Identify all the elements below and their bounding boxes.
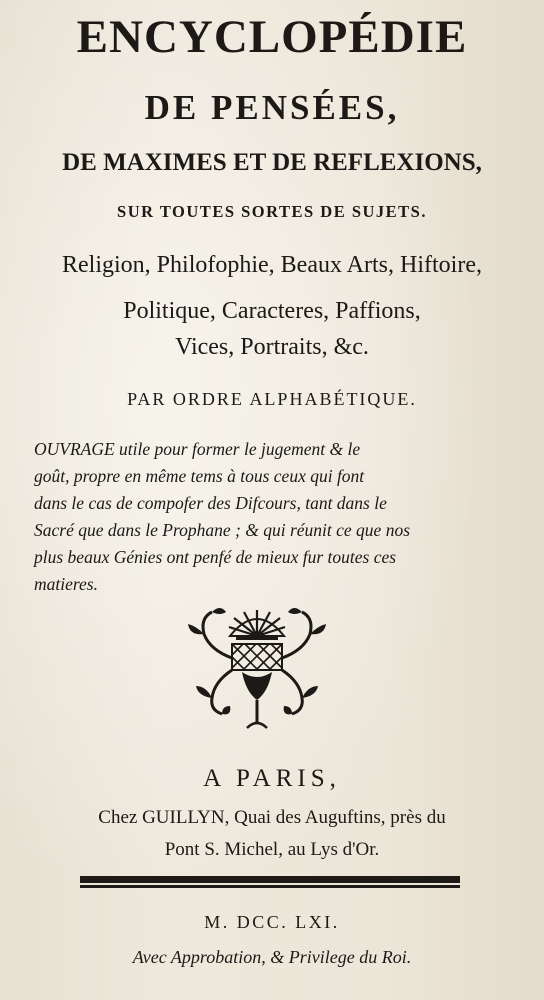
subtitle-maximes: DE MAXIMES ET DE REFLEXIONS, [62, 149, 482, 176]
description-line: goût, propre en même tems à tous ceux qui font [34, 466, 365, 486]
fleuron-ornament-icon [182, 600, 332, 735]
double-rule-divider [80, 876, 460, 885]
subjects-line-3: Vices, Portraits, &c. [175, 334, 369, 360]
subtitle-sujets: SUR TOUTES SORTES DE SUJETS. [117, 202, 427, 221]
city: A PARIS, [203, 765, 341, 792]
publisher-line-1: Chez GUILLYN, Quai des Auguftins, près du [98, 807, 446, 828]
description-line: matieres. [34, 574, 98, 594]
subtitle-pensees: DE PENSÉES, [144, 88, 400, 127]
description-line: Sacré que dans le Prophane ; & qui réunit ce que nos [34, 520, 411, 540]
publication-year: M. DCC. LXI. [204, 912, 340, 932]
description-line: dans le cas de compofer des Difcours, tant dans le [34, 493, 387, 513]
description-line: OUVRAGE utile pour former le jugement & le [34, 439, 361, 459]
description-line: plus beaux Génies ont penfé de mieux fur toutes ces [34, 547, 397, 567]
alphabetical-order-note: PAR ORDRE ALPHABÉTIQUE. [127, 389, 417, 409]
subjects-line-2: Politique, Caracteres, Paffions, [123, 298, 421, 324]
book-title: ENCYCLOPÉDIE [76, 11, 468, 63]
subjects-line-1: Religion, Philofophie, Beaux Arts, Hiftoire, [62, 252, 482, 278]
publisher-line-2: Pont S. Michel, au Lys d'Or. [164, 839, 380, 860]
royal-privilege: Avec Approbation, & Privilege du Roi. [132, 947, 412, 967]
